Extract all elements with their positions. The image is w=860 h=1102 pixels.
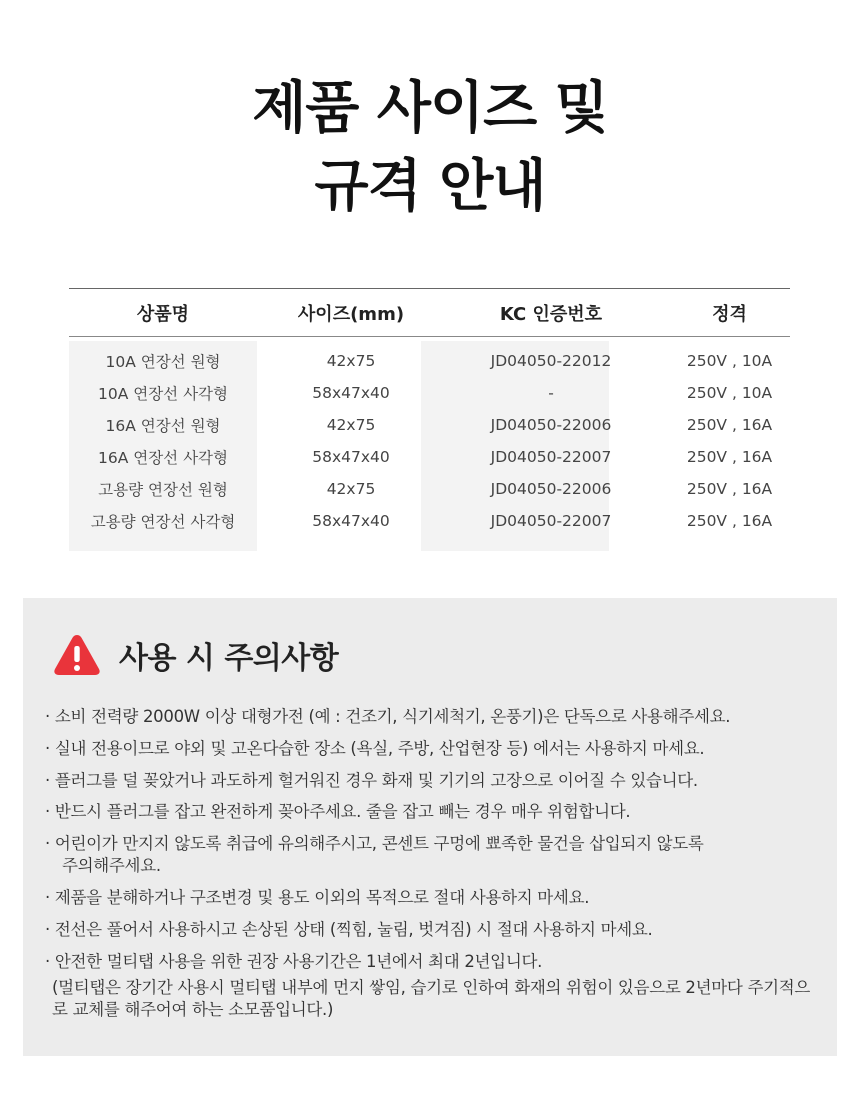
note-text: · 안전한 멀티탭 사용을 위한 권장 사용기간은 1년에서 최대 2년입니다. [45, 951, 543, 971]
list-item [45, 770, 825, 792]
caution-notes [45, 706, 825, 1030]
cell-kc: JD04050-22012 [490, 352, 612, 370]
cell-product: 10A 연장선 원형 [105, 353, 221, 371]
cell-size: 58x47x40 [312, 512, 390, 530]
caution-title: 사용 시 주의사항 [119, 641, 339, 676]
cell-product: 고용량 연장선 사각형 [90, 513, 236, 531]
list-item [45, 738, 825, 760]
note-text: · 반드시 플러그를 잡고 완전하게 꽂아주세요. 줄을 잡고 빼는 경우 매우 위험합니다. [45, 802, 631, 822]
cell-kc: JD04050-22006 [490, 416, 612, 434]
table-row [69, 473, 790, 505]
list-item [45, 887, 825, 909]
note-text: · 어린이가 만지지 않도록 취급에 유의해주시고, 콘센트 구멍에 뾰족한 물건을 삽입되지 않도록 [45, 834, 704, 854]
header-size: 사이즈(mm) [297, 303, 405, 325]
cell-product: 10A 연장선 사각형 [97, 385, 229, 403]
page-title-line-1: 제품 사이즈 및 [252, 76, 608, 141]
cell-size: 42x75 [326, 352, 376, 370]
cell-product: 고용량 연장선 원형 [98, 481, 228, 499]
table-header-row [69, 289, 790, 336]
note-text-continued: 주의해주세요. [62, 856, 161, 876]
warning-triangle-icon [53, 633, 101, 677]
table-row [69, 409, 790, 441]
cell-product: 16A 연장선 사각형 [97, 449, 229, 467]
cell-rating: 250V , 16A [686, 480, 773, 498]
header-kc-cert: KC 인증번호 [499, 303, 603, 325]
note-text: · 실내 전용이므로 야외 및 고온다습한 장소 (욕실, 주방, 산업현장 등) 에서는 사용하지 마세요. [45, 738, 705, 758]
list-item [45, 951, 825, 973]
caution-panel [23, 598, 837, 1056]
cell-product: 16A 연장선 원형 [105, 417, 221, 435]
cell-kc: JD04050-22007 [490, 512, 612, 530]
cell-rating: 250V , 10A [686, 352, 773, 370]
cell-kc: JD04050-22007 [490, 448, 612, 466]
note-text: · 플러그를 덜 꽂았거나 과도하게 헐거워진 경우 화재 및 기기의 고장으로 이어질 수 있습니다. [45, 770, 698, 790]
page-title [0, 70, 860, 226]
cell-size: 42x75 [326, 480, 376, 498]
table-row [69, 441, 790, 473]
cell-size: 58x47x40 [312, 384, 390, 402]
table-row [69, 505, 790, 537]
table-body [69, 337, 790, 550]
list-item [45, 706, 825, 728]
cell-size: 42x75 [326, 416, 376, 434]
cell-rating: 250V , 10A [686, 384, 773, 402]
page-title-line-2: 규격 안내 [314, 154, 546, 219]
cell-kc: JD04050-22006 [490, 480, 612, 498]
note-text: · 전선은 풀어서 사용하시고 손상된 상태 (찍힘, 눌림, 벗겨짐) 시 절대 사용하지 마세요. [45, 919, 653, 939]
cell-size: 58x47x40 [312, 448, 390, 466]
cell-rating: 250V , 16A [686, 512, 773, 530]
header-product-name: 상품명 [136, 303, 190, 325]
list-item [45, 919, 825, 941]
table-row [69, 377, 790, 409]
table-row [69, 345, 790, 377]
list-item [45, 833, 825, 877]
cell-rating: 250V , 16A [686, 448, 773, 466]
cell-kc: - [548, 384, 554, 402]
list-item [45, 801, 825, 823]
caution-header [53, 632, 338, 678]
spec-table [69, 288, 790, 550]
header-rating: 정격 [712, 303, 747, 325]
cell-rating: 250V , 16A [686, 416, 773, 434]
note-text: · 제품을 분해하거나 구조변경 및 용도 이외의 목적으로 절대 사용하지 마세요. [45, 887, 590, 907]
caution-footnote: (멀티탭은 장기간 사용시 멀티탭 내부에 먼지 쌓임, 습기로 인하여 화재의 위험이 있음으로 2년마다 주기적으로 교체를 해주어여 하는 소모품입니다.) [52, 977, 811, 1019]
note-text: · 소비 전력량 2000W 이상 대형가전 (예 : 건조기, 식기세척기, 온풍기)은 단독으로 사용해주세요. [45, 707, 731, 726]
